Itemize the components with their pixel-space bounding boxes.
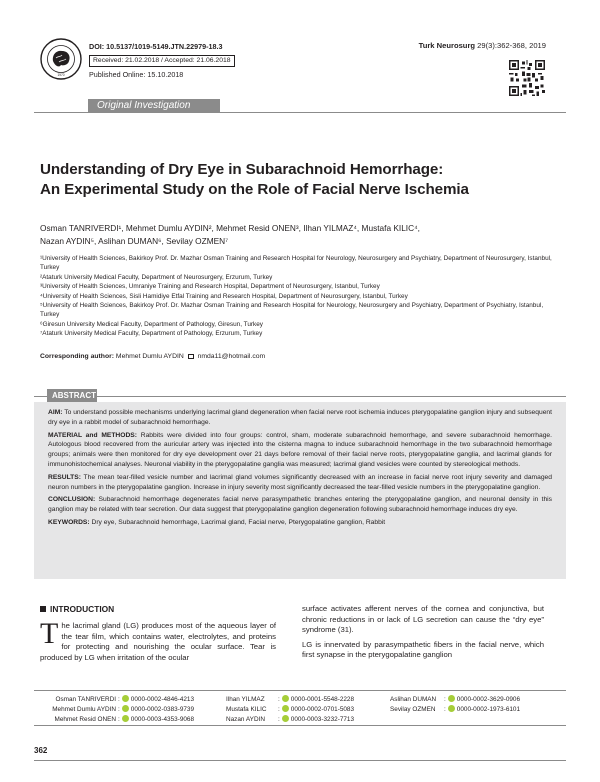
abstract-conclusion [48,495,552,515]
authors-line-2: Nazan AYDIN⁵, Aslihan DUMAN⁶, Sevilay OZMEN⁷ [40,236,229,246]
orcid-entry [40,705,194,715]
keywords-text: Dry eye, Subarachnoid hemorrhage, Lacrimal gland, Facial nerve, Pterygopalatine ganglion, Rabbit [91,518,386,526]
orcid-colon: : [444,706,446,713]
aim-label: AIM: [48,409,63,416]
orcid-entry [390,695,520,705]
mail-icon [188,354,194,359]
authors-line-1: Osman TANRIVERDI¹, Mehmet Dumlu AYDIN², Mehmet Resid ONEN³, Ilhan YILMAZ⁴, Mustafa KILIC⁴, [40,223,420,233]
orcid-id[interactable]: 0000-0002-0383-9739 [130,706,195,713]
svg-text:1970: 1970 [57,73,65,77]
corresponding-email[interactable]: nmda11@hotmail.com [197,353,266,360]
abstract-methods [48,431,552,470]
bullet-square-icon [40,606,46,612]
intro-paragraph-2: LG is innervated by parasympathetic fibers in the facial nerve, which first synapse in the pterygopalatine ganglion [302,639,544,660]
orcid-colon: : [278,696,280,703]
journal-citation [419,41,546,50]
footer-divider [34,743,566,761]
title-line-2: An Experimental Study on the Role of Facial Nerve Ischemia [40,181,469,198]
affiliation: ⁶Giresun University Medical Faculty, Department of Pathology, Giresun, Turkey [40,320,263,328]
orcid-icon [122,695,129,702]
introduction-heading-text: INTRODUCTION [50,604,115,614]
affiliations [40,254,560,339]
orcid-id[interactable]: 0000-0002-0701-5083 [290,706,355,713]
orcid-entry [226,695,354,705]
corresponding-author [40,352,560,362]
orcid-colon: : [278,716,280,723]
orcid-name: Sevilay OZMEN [390,706,436,713]
orcid-id[interactable]: 0000-0003-3232-7713 [290,716,355,723]
orcid-name: Mustafa KILIC [226,706,267,713]
abstract-results [48,473,552,493]
page-number: 362 [34,746,48,755]
orcid-entry [40,695,194,705]
affiliation: ³University of Health Sciences, Umraniye Training and Research Hospital, Department of Neurosurgery, Istanbul, Turkey [40,283,380,291]
orcid-name: Nazan AYDIN [226,716,265,723]
methods-text: Rabbits were divided into four groups: control, sham, moderate subarachnoid hemorrhage, and severe subarachnoid hemorrhage. Autologous blood recovered from the auricular artery was injected into the cisterna magna to induce subarachnoid hemorrhage in the two subarachnoid hemorrhage groups; animals were then monitored for dry eye development over 21 days before removal of their facial nerve roots, pterygopalatine ganglia, and lacrimal glands for immunohistochemical analyses. Neuronal viability in the pterygopalatine ganglia was measured; lacrimal gland vesicles were counted by stereological methods. [48,431,552,468]
orcid-icon [282,715,289,722]
orcid-id[interactable]: 0000-0002-4846-4213 [130,696,195,703]
body-column-right [302,604,544,665]
orcid-id[interactable]: 0000-0001-5548-2228 [290,696,355,703]
orcid-name: Mehmet Resid ONEN [54,716,116,723]
orcid-colon: : [444,696,446,703]
orcid-entry [226,715,354,725]
orcid-name: Ilhan YILMAZ [226,696,265,703]
orcid-name: Mehmet Dumlu AYDIN [52,706,116,713]
orcid-id[interactable]: 0000-0002-3629-0906 [456,696,521,703]
results-text: The mean tear-filled vesicle number and lacrimal gland volumes significantly decreased with an increase in facial nerve root injury severity and damaged neuron numbers in the pterygopalatine ganglion. Increase in injury severity most significantly decreased the tear-filled vesicle numbers in the pterygopalatine ganglion. [48,473,552,491]
author-list [40,222,560,248]
abstract-keywords [48,518,552,528]
affiliation: ¹University of Health Sciences, Bakirkoy Prof. Dr. Mazhar Osman Training and Research Hospital for Neurology, Neurosurgery and Psychiatry, Department of Neurosurgery, Istanbul, Turkey [40,255,552,272]
orcid-icon [448,695,455,702]
orcid-icon [122,705,129,712]
conclusion-label: CONCLUSION: [48,496,96,504]
orcid-entry [390,705,520,715]
affiliation: ⁴University of Health Sciences, Sisli Hamidiye Etfal Training and Research Hospital, Department of Neurosurgery, Istanbul, Turkey [40,292,408,300]
published-online: Published Online: 15.10.2018 [89,70,184,79]
corresponding-label: Corresponding author: [40,353,115,360]
title-line-1: Understanding of Dry Eye in Subarachnoid Hemorrhage: [40,161,444,178]
abstract-box [34,402,566,579]
orcid-column-1 [40,695,194,725]
orcid-id[interactable]: 0000-0003-4353-9068 [130,716,195,723]
qr-code-icon[interactable] [509,60,545,96]
keywords-label: KEYWORDS: [48,518,90,526]
results-label: RESULTS: [48,473,81,481]
journal-volume: 29(3):362-368, 2019 [477,41,546,50]
affiliation: ⁵University of Health Sciences, Bakirkoy Prof. Dr. Mazhar Osman Training and Research Hospital for Neurology, Neurosurgery and Psychiatry, Department of Psychiatry, Istanbul, Turkey [40,302,544,319]
orcid-icon [282,695,289,702]
orcid-colon: : [118,716,120,723]
abstract-aim [48,408,552,428]
article-meta [89,41,235,80]
orcid-name: Aslihan DUMAN [390,696,437,703]
conclusion-text: Subarachnoid hemorrhage degenerates facial nerve parasympathetic branches entering the pterygopalatine ganglion, and neuronal density in this ganglion may be related with tear secretion. Our data suggest that pterygopalatine ganglion degeneration following subarachnoid hemorrhage induces dry eye. [48,496,552,514]
orcid-icon [448,705,455,712]
orcid-entry [226,705,354,715]
article-title [40,160,560,200]
aim-text: To understand possible mechanisms underlying lacrimal gland degeneration when facial nerve root ischemia induces pterygopalatine ganglion injury and subsequent dry eye in a rabbit model of subarachnoid hemorrhage. [48,409,552,426]
orcid-colon: : [278,706,280,713]
body-column-left [40,617,276,663]
introduction-heading [40,604,114,614]
received-accepted: Received: 21.02.2018 / Accepted: 21.06.2018 [89,55,235,67]
orcid-column-2 [226,695,354,725]
drop-cap: T [40,617,59,650]
orcid-list [34,690,566,726]
orcid-icon [122,715,129,722]
orcid-column-3 [390,695,520,715]
orcid-colon: : [118,706,120,713]
affiliation: ⁷Ataturk University Medical Faculty, Department of Pathology, Erzurum, Turkey [40,330,263,338]
methods-label: MATERIAL and METHODS: [48,431,137,439]
journal-name: Turk Neurosurg [418,41,476,50]
abstract-heading: ABSTRACT [47,389,97,403]
doi[interactable]: DOI: 10.5137/1019-5149.JTN.22979-18.3 [89,42,223,51]
affiliation: ²Ataturk University Medical Faculty, Department of Neurosurgery, Erzurum, Turkey [40,273,273,281]
article-type-label: Original Investigation [88,99,220,113]
journal-logo [40,38,82,80]
intro-paragraph-1-cont: surface activates afferent nerves of the cornea and conjunctiva, but chronic reductions in or lack of LG secretion can cause the “dry eye” syndrome (31). [302,604,544,635]
abstract-divider [34,396,566,397]
orcid-colon: : [118,696,120,703]
corresponding-name: Mehmet Dumlu AYDIN [115,353,184,360]
orcid-id[interactable]: 0000-0002-1973-6101 [456,706,521,713]
orcid-icon [282,705,289,712]
intro-paragraph-1: he lacrimal gland (LG) produces most of the aqueous layer of the tear film, which contains water, electrolytes, and proteins for protecting and nourishing the ocular surface. Tear is produced by LG when irritation of the ocular [40,621,276,662]
orcid-entry [40,715,194,725]
orcid-name: Osman TANRIVERDI [55,696,116,703]
